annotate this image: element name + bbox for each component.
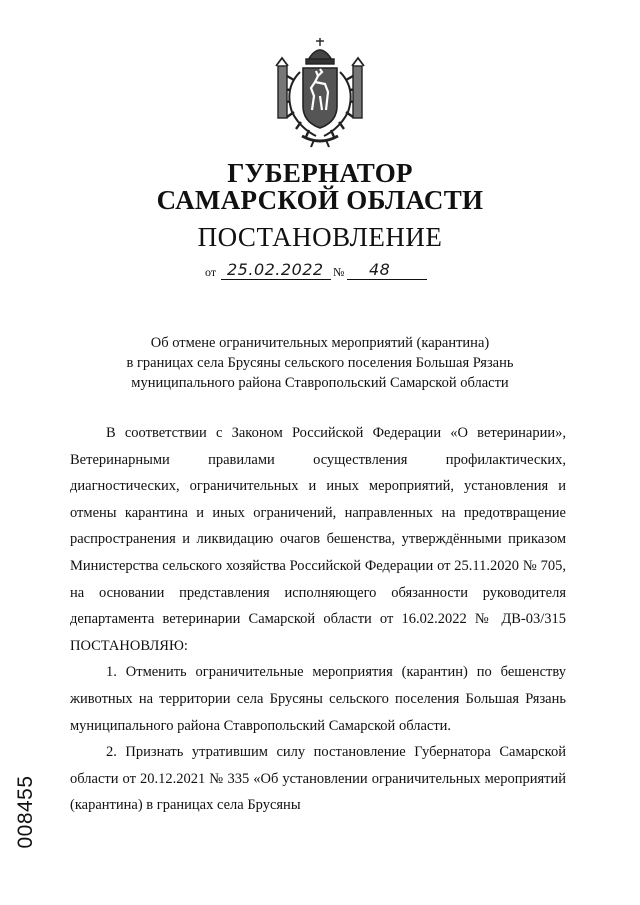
subject-line: Об отмене ограничительных мероприятий (карантина) — [150, 335, 490, 351]
document-subject — [60, 333, 580, 393]
samara-coat-of-arms-icon — [270, 36, 370, 148]
subject-line: муниципального района Ставропольский Самарской области — [131, 375, 509, 391]
issuer-title: ГУБЕРНАТОР — [227, 158, 413, 188]
number-underline — [347, 279, 427, 280]
document-reference — [205, 258, 435, 282]
registration-number: 008455 — [14, 775, 37, 849]
number-value: 48 — [369, 260, 391, 279]
document-type: ПОСТАНОВЛЕНИЕ — [197, 222, 443, 252]
document-body — [70, 420, 566, 819]
clause-2-paragraph: 2. Признать утратившим силу постановление Губернатора Самарской области от 20.12.2021 № 335 «Об установлении ограничительных мероприятий (карантина) в границах села Брусяны — [70, 744, 566, 814]
issuer-region: САМАРСКОЙ ОБЛАСТИ — [156, 185, 484, 215]
date-underline — [221, 279, 331, 280]
date-label: от — [205, 265, 217, 279]
subject-line: в границах села Брусяны сельского поселения Большая Рязань — [126, 355, 514, 371]
clause-1-paragraph: 1. Отменить ограничительные мероприятия (карантин) по бешенству животных на территории села Брусяны сельского поселения Большая Рязань муниципального района Ставропольский Самарской области. — [70, 664, 566, 734]
number-label: № — [333, 265, 345, 279]
date-value: 25.02.2022 — [227, 260, 324, 279]
preamble-paragraph: В соответствии с Законом Российской Федерации «О ветеринарии», Ветеринарными правилами осуществления профилактических, диагностических, ограничительных и иных мероприятий, установления и отмены карантина и иных ограничений, направленных на предотвращение распространения и ликвидацию очагов бешенства, утверждёнными приказом Министерства сельского хозяйства Российской Федерации от 25.11.2020 № 705, на основании представления исполняющего обязанности руководителя департамента ветеринарии Самарской области от 16.02.2022 № ДВ-03/315 ПОСТАНОВЛЯЮ: — [70, 425, 566, 654]
